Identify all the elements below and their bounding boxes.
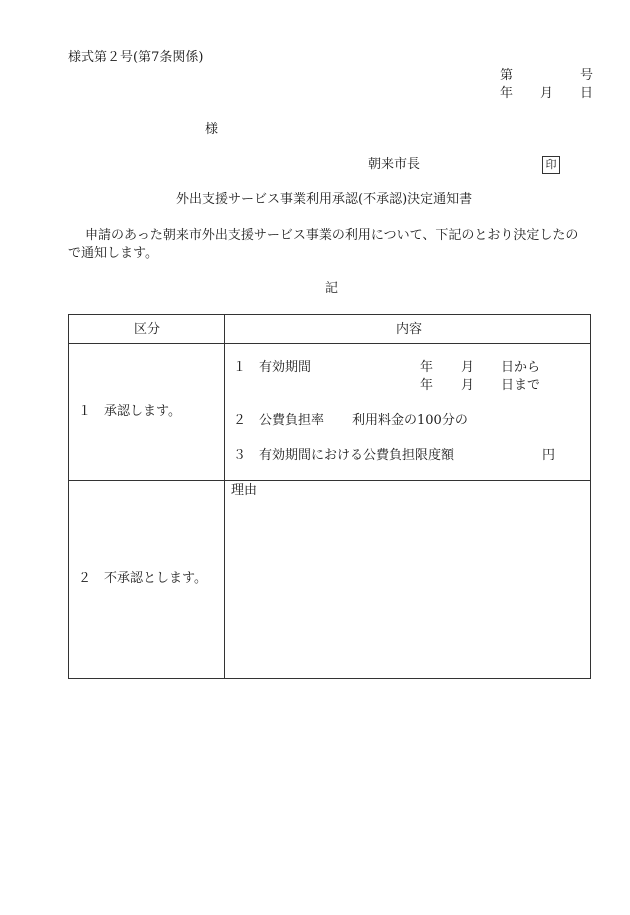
header-kubun: 区分 [134,322,161,337]
validity-from-month: 月 [461,360,475,375]
addressee-suffix: 様 [205,122,219,137]
decision-table [68,314,591,679]
date-day: 日 [580,86,594,101]
date-year: 年 [500,86,514,101]
date-month: 月 [540,86,554,101]
validity-to-month: 月 [461,378,475,393]
validity-to-day: 日まで [501,378,541,393]
validity-from-day: 日から [501,360,541,375]
reason-label: 理由 [231,483,258,498]
header-naiyou: 内容 [396,322,423,337]
validity-to-year: 年 [420,378,434,393]
body-line-1: 申請のあった朝来市外出支援サービス事業の利用について、下記のとおり決定したの [85,228,579,243]
burden-rate-label: ２ 公費負担率 [233,413,325,428]
burden-rate-text: 利用料金の100分の [352,413,468,428]
approve-label: １ 承認します。 [78,404,181,419]
row-divider [69,480,590,481]
issuer-name: 朝来市長 [368,157,421,172]
burden-limit-unit: 円 [542,448,556,463]
seal-mark: 印 [542,156,560,174]
form-number: 様式第２号(第7条関係) [68,50,204,65]
header-divider [69,343,590,344]
body-line-2: で通知します。 [68,246,158,261]
validity-from-year: 年 [420,360,434,375]
column-divider [224,315,225,678]
ki-label: 記 [325,281,339,296]
doc-number-go: 号 [580,68,594,83]
doc-number-dai: 第 [500,68,514,83]
reject-label: ２ 不承認とします。 [78,571,207,586]
validity-period-label: １ 有効期間 [233,360,312,375]
burden-limit-label: ３ 有効期間における公費負担限度額 [233,448,455,463]
document-title: 外出支援サービス事業利用承認(不承認)決定通知書 [176,192,473,207]
